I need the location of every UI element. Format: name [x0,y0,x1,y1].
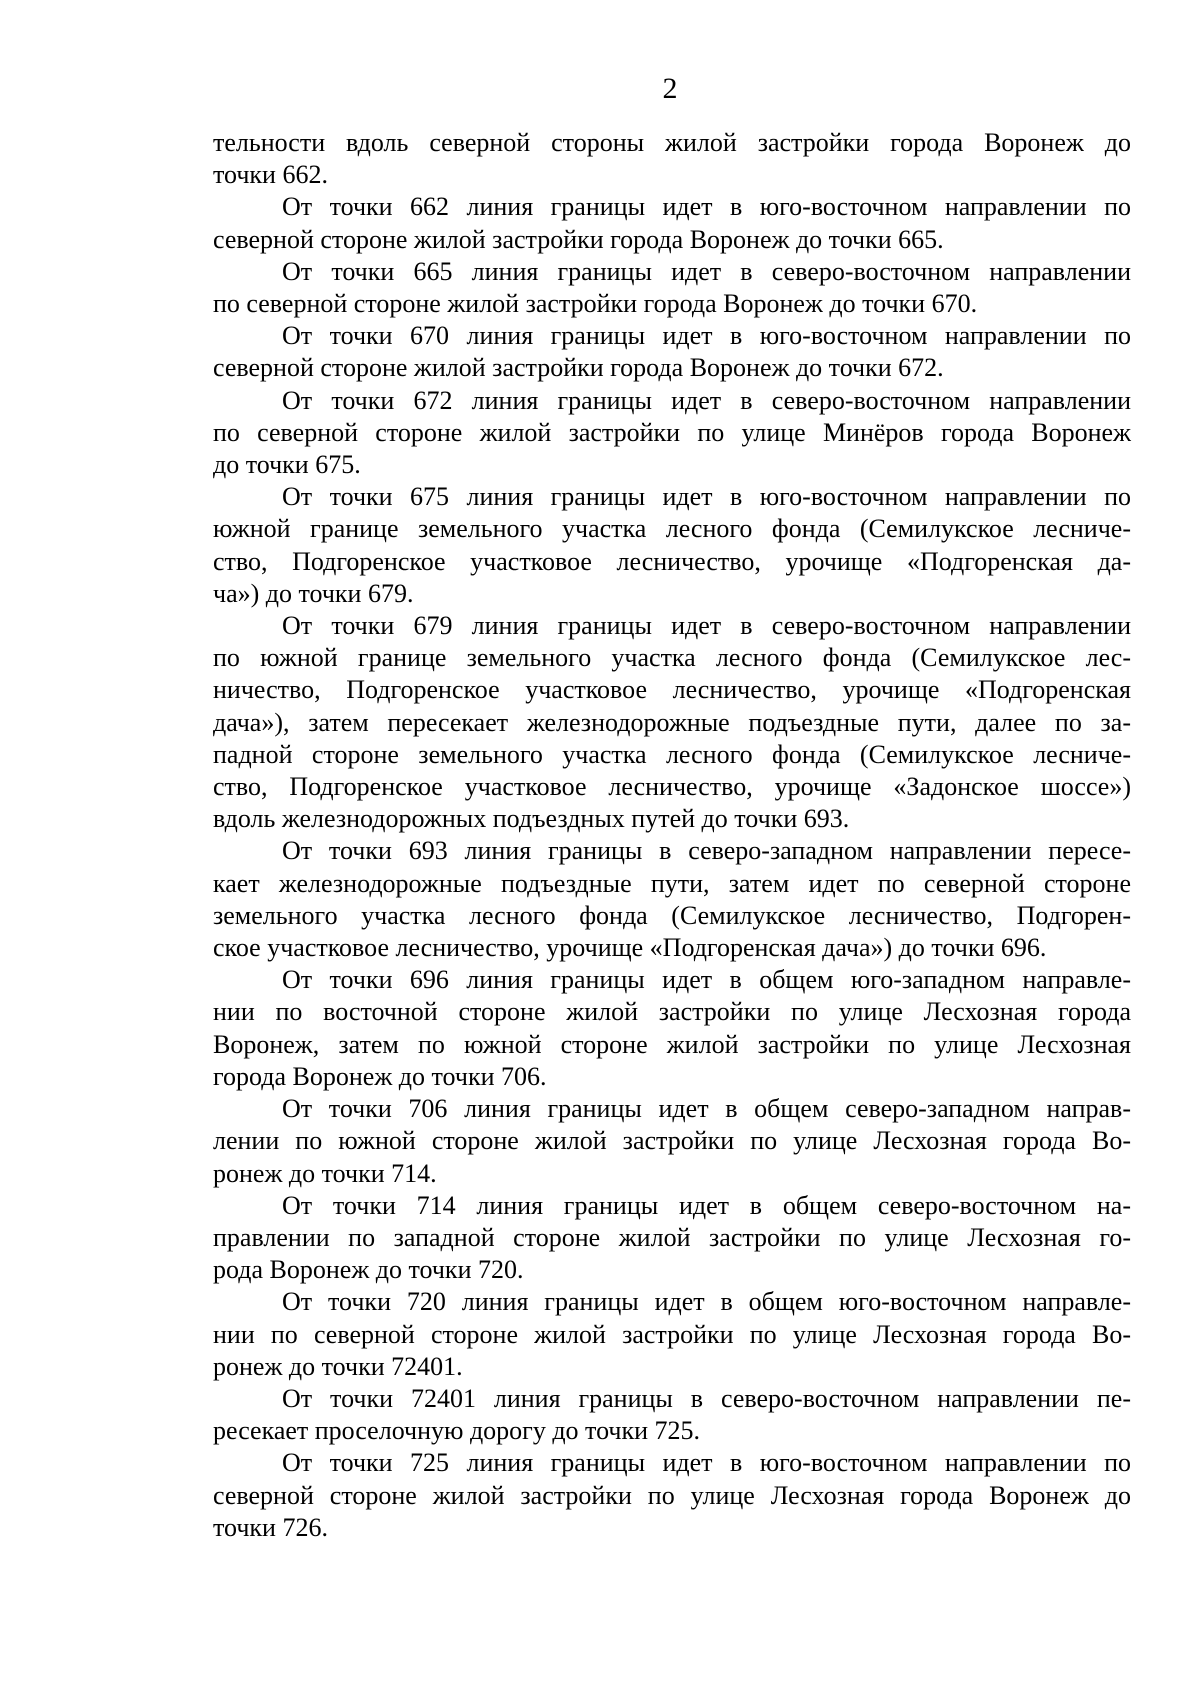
text-line: От точки 665 линия границы идет в северо-восточном направлении [282,256,1131,286]
paragraph [213,1383,1131,1447]
text-line: вдоль железнодорожных подъездных путей до точки 693. [213,804,850,834]
text-line: От точки 672 линия границы идет в северо-восточном направлении [282,385,1131,415]
text-line: От точки 720 линия границы идет в общем юго-восточном направле- [282,1287,1131,1317]
text-line: точки 662. [213,160,328,190]
text-line: кает железнодорожные подъездные пути, затем идет по северной стороне [213,868,1131,898]
paragraph [213,127,1131,191]
document-body [213,127,1131,1544]
text-line: северной стороне жилой застройки города Воронеж до точки 672. [213,353,944,383]
text-line: северной стороне жилой застройки города Воронеж до точки 665. [213,224,944,254]
text-line: От точки 706 линия границы идет в общем северо-западном направ- [282,1094,1131,1124]
page-number: 2 [662,72,678,105]
text-line: рода Воронеж до точки 720. [213,1255,524,1285]
paragraph [213,1190,1131,1287]
text-line: От точки 693 линия границы в северо-западном направлении пересе- [282,836,1131,866]
text-line: лении по южной стороне жилой застройки по улице Лесхозная города Во- [213,1126,1131,1156]
text-line: Воронеж, затем по южной стороне жилой застройки по улице Лесхозная [213,1029,1131,1059]
text-line: От точки 662 линия границы идет в юго-восточном направлении по [282,192,1131,222]
text-line: ство, Подгоренское участковое лесничество, урочище «Подгоренская да- [213,546,1131,576]
text-line: нии по северной стороне жилой застройки по улице Лесхозная города Во- [213,1319,1131,1349]
text-line: ресекает проселочную дорогу до точки 725. [213,1416,701,1446]
text-line: ство, Подгоренское участковое лесничество, урочище «Задонское шоссе») [213,772,1131,802]
paragraph [213,964,1131,1093]
text-line: дача»), затем пересекает железнодорожные подъездные пути, далее по за- [213,707,1131,737]
paragraph [213,191,1131,255]
paragraph [213,1286,1131,1383]
text-line: нии по восточной стороне жилой застройки по улице Лесхозная города [213,997,1131,1027]
text-line: ча») до точки 679. [213,578,414,608]
text-line: От точки 725 линия границы идет в юго-восточном направлении по [282,1448,1131,1478]
text-line: северной стороне жилой застройки по улице Лесхозная города Воронеж до [213,1480,1131,1510]
text-line: города Воронеж до точки 706. [213,1061,547,1091]
text-line: земельного участка лесного фонда (Семилукское лесничество, Подгорен- [213,900,1131,930]
text-line: правлении по западной стороне жилой застройки по улице Лесхозная го- [213,1222,1131,1252]
text-line: южной границе земельного участка лесного фонда (Семилукское лесниче- [213,514,1131,544]
paragraph [213,1447,1131,1544]
paragraph [213,385,1131,482]
text-line: ское участковое лесничество, урочище «Подгоренская дача») до точки 696. [213,933,1047,963]
paragraph [213,610,1131,835]
text-line: От точки 72401 линия границы в северо-восточном направлении пе- [282,1383,1131,1413]
text-line: ничество, Подгоренское участковое лесничество, урочище «Подгоренская [213,675,1131,705]
text-line: точки 726. [213,1512,328,1542]
text-line: От точки 696 линия границы идет в общем юго-западном направле- [282,965,1131,995]
text-line: От точки 675 линия границы идет в юго-восточном направлении по [282,482,1131,512]
text-line: От точки 670 линия границы идет в юго-восточном направлении по [282,321,1131,351]
text-line: падной стороне земельного участка лесного фонда (Семилукское лесниче- [213,739,1131,769]
text-line: От точки 714 линия границы идет в общем северо-восточном на- [282,1190,1131,1220]
text-line: по южной границе земельного участка лесного фонда (Семилукское лес- [213,643,1131,673]
text-line: по северной стороне жилой застройки города Воронеж до точки 670. [213,289,978,319]
text-line: От точки 679 линия границы идет в северо-восточном направлении [282,611,1131,641]
paragraph [213,1093,1131,1190]
paragraph [213,835,1131,964]
text-line: тельности вдоль северной стороны жилой застройки города Воронеж до [213,128,1131,157]
text-line: до точки 675. [213,450,361,480]
paragraph [213,481,1131,610]
text-line: ронеж до точки 72401. [213,1351,463,1381]
paragraph [213,256,1131,320]
text-line: ронеж до точки 714. [213,1158,437,1188]
paragraph [213,320,1131,384]
text-line: по северной стороне жилой застройки по улице Минёров города Воронеж [213,417,1131,447]
